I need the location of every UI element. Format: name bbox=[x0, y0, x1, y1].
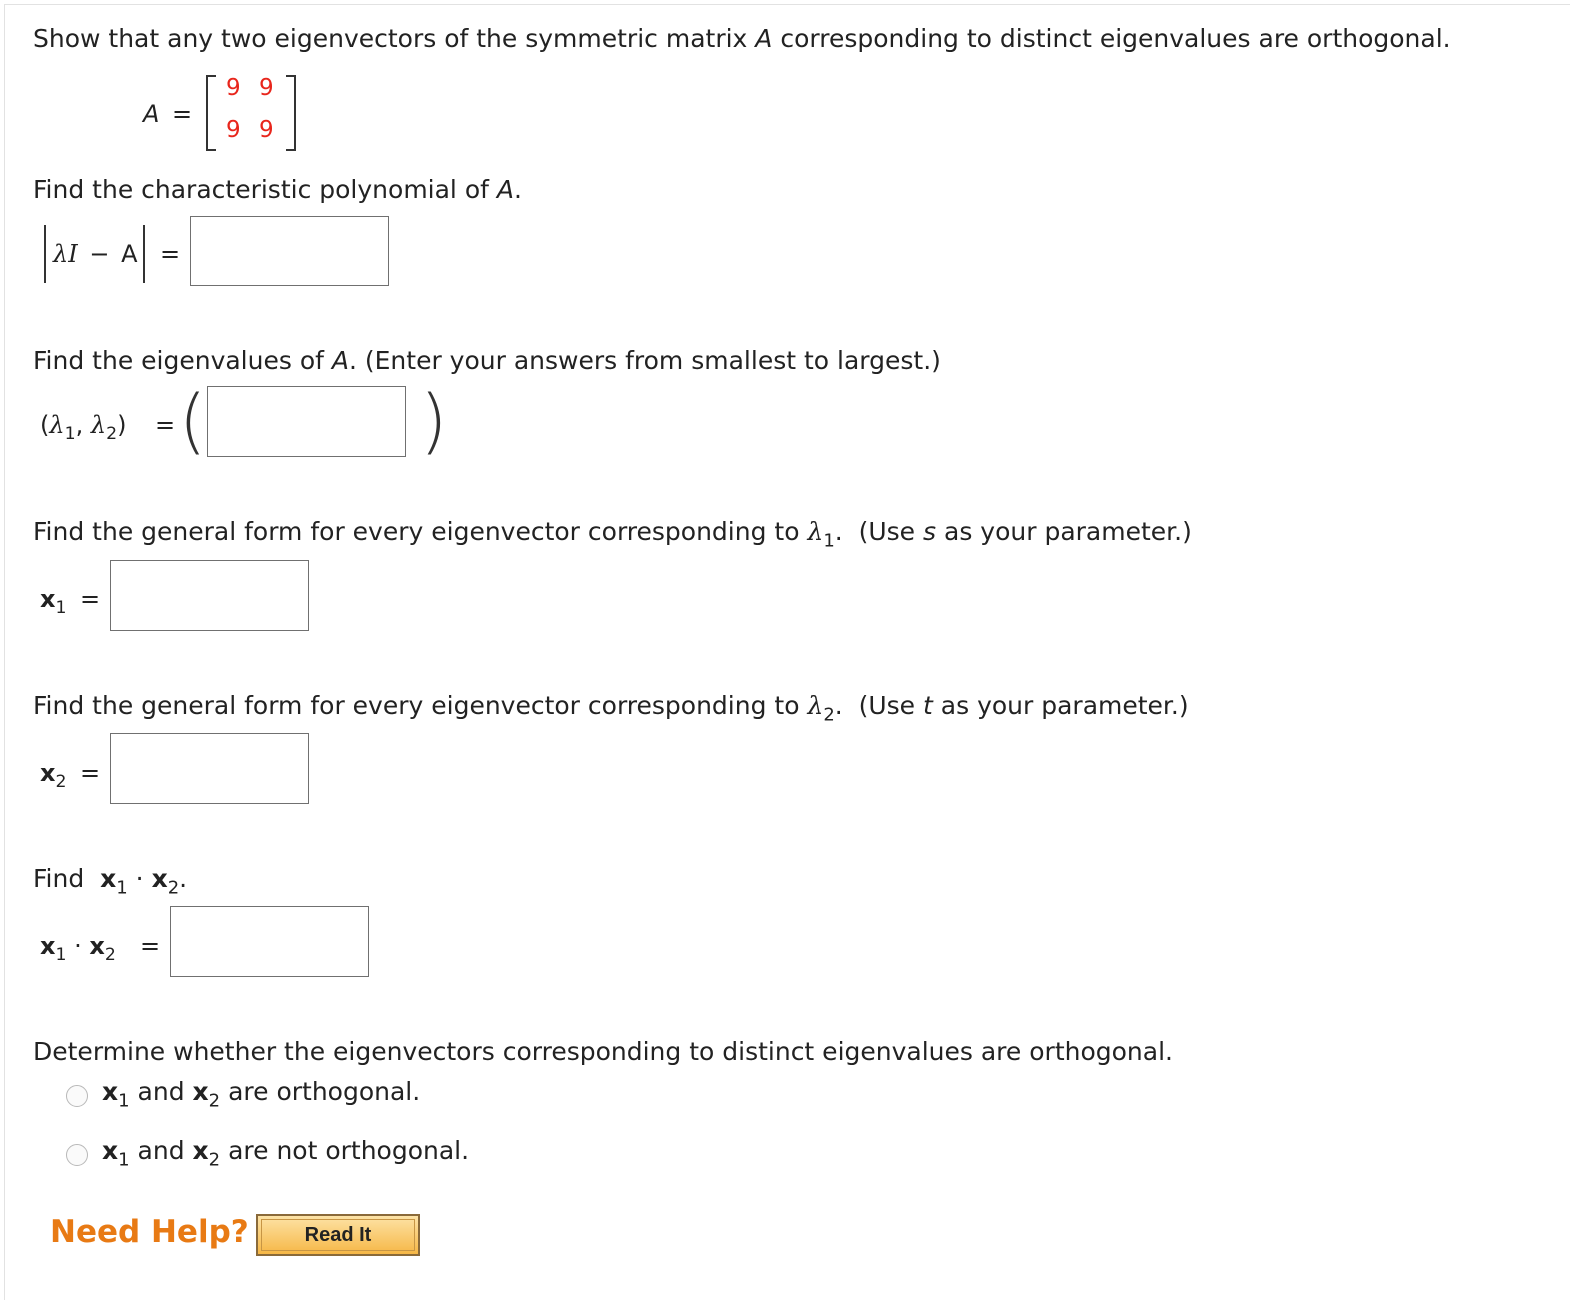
q1-lhs-identity: I bbox=[68, 240, 78, 268]
q2-paren-open: ( bbox=[179, 380, 207, 462]
q1-lhs bbox=[53, 240, 138, 268]
q5-lhs-x2: x bbox=[89, 932, 105, 960]
q5-lhs bbox=[40, 932, 116, 966]
eigenvector-2-input[interactable] bbox=[110, 733, 309, 804]
q2-text: Find the eigenvalues of bbox=[33, 346, 332, 375]
matrix-cell: 9 bbox=[226, 117, 241, 143]
q1-equals: = bbox=[160, 240, 181, 268]
need-help-label: Need Help? bbox=[50, 1214, 249, 1250]
q2-lhs-open: ( bbox=[40, 411, 50, 439]
opt1-sub-2: 2 bbox=[208, 1090, 221, 1112]
q3-prompt bbox=[33, 517, 1192, 552]
q5-sub-2: 2 bbox=[167, 877, 180, 899]
q4-text-2: . (Use bbox=[834, 691, 924, 720]
q5-lhs-x1: x bbox=[40, 932, 56, 960]
q5-x2: x bbox=[151, 864, 168, 893]
q3-text-2: . (Use bbox=[834, 517, 924, 546]
q2-text-2: . (Enter your answers from smallest to largest.) bbox=[348, 346, 941, 375]
matrix-left-bracket bbox=[206, 75, 216, 151]
q4-text: Find the general form for every eigenvector corresponding to bbox=[33, 691, 808, 720]
q6-prompt: Determine whether the eigenvectors corresponding to distinct eigenvalues are orthogonal. bbox=[33, 1037, 1173, 1066]
q2-sub-1: 1 bbox=[64, 424, 76, 445]
q1-prompt bbox=[33, 175, 522, 204]
q5-x1: x bbox=[100, 864, 117, 893]
q3-lambda: λ bbox=[807, 517, 824, 546]
q2-lhs-close: ) bbox=[117, 411, 127, 439]
q5-prompt bbox=[33, 864, 188, 899]
q2-lambda-1: λ bbox=[49, 411, 65, 439]
radio-orthogonal[interactable] bbox=[66, 1085, 88, 1107]
q3-equals: = bbox=[80, 585, 101, 613]
intro-var-a: A bbox=[755, 24, 773, 53]
opt1-x2: x bbox=[192, 1077, 209, 1106]
q3-lhs bbox=[40, 585, 67, 619]
q3-lhs-x: x bbox=[40, 585, 56, 613]
option-not-orthogonal-label[interactable] bbox=[102, 1136, 470, 1171]
det-bar-right bbox=[143, 225, 145, 283]
q4-lambda: λ bbox=[807, 691, 824, 720]
opt1-rest: are orthogonal. bbox=[220, 1077, 421, 1106]
eigenvector-1-input[interactable] bbox=[110, 560, 309, 631]
matrix-cell: 9 bbox=[259, 117, 274, 143]
q4-param: t bbox=[923, 691, 933, 720]
q3-text: Find the general form for every eigenvector corresponding to bbox=[33, 517, 808, 546]
matrix-cell: 9 bbox=[259, 75, 274, 101]
q3-text-3: as your parameter.) bbox=[936, 517, 1192, 546]
radio-not-orthogonal[interactable] bbox=[66, 1144, 88, 1166]
q5-equals: = bbox=[140, 932, 161, 960]
q4-lhs-x: x bbox=[40, 759, 56, 787]
eigenvalues-input[interactable] bbox=[207, 386, 406, 457]
matrix-label: A bbox=[143, 100, 160, 128]
q2-var: A bbox=[331, 346, 349, 375]
q1-lhs-minus: − bbox=[89, 240, 110, 268]
opt1-sub-1: 1 bbox=[118, 1090, 130, 1112]
read-it-button[interactable]: Read It bbox=[256, 1214, 420, 1256]
opt1-and: and bbox=[129, 1077, 193, 1106]
q2-sub-2: 2 bbox=[106, 424, 118, 445]
matrix-right-bracket bbox=[286, 75, 296, 151]
q3-param: s bbox=[923, 517, 937, 546]
q5-dot: · bbox=[127, 864, 152, 893]
q2-paren-close: ) bbox=[420, 380, 448, 462]
q1-end: . bbox=[513, 175, 522, 204]
dot-product-input[interactable] bbox=[170, 906, 369, 977]
q2-equals: = bbox=[155, 411, 176, 439]
q5-text: Find bbox=[33, 864, 93, 893]
q3-sub: 1 bbox=[823, 530, 835, 552]
question-intro bbox=[33, 24, 1451, 53]
matrix-cell: 9 bbox=[226, 75, 241, 101]
matrix-equals: = bbox=[172, 100, 193, 128]
opt2-sub-1: 1 bbox=[118, 1149, 130, 1171]
opt2-and: and bbox=[129, 1136, 193, 1165]
q5-end: . bbox=[179, 864, 188, 893]
q4-lhs-sub: 2 bbox=[55, 772, 67, 793]
opt2-x2: x bbox=[192, 1136, 209, 1165]
q2-comma: , bbox=[75, 411, 84, 439]
opt2-sub-2: 2 bbox=[208, 1149, 221, 1171]
opt2-x1: x bbox=[102, 1136, 119, 1165]
q1-text: Find the characteristic polynomial of bbox=[33, 175, 497, 204]
q1-lhs-a: A bbox=[121, 240, 138, 268]
q5-lhs-dot: · bbox=[66, 932, 90, 960]
option-orthogonal-label[interactable] bbox=[102, 1077, 421, 1112]
q4-text-3: as your parameter.) bbox=[932, 691, 1189, 720]
q5-lhs-sub-2: 2 bbox=[104, 945, 116, 966]
q4-prompt bbox=[33, 691, 1189, 726]
q2-prompt bbox=[33, 346, 941, 375]
intro-text-1: Show that any two eigenvectors of the symmetric matrix bbox=[33, 24, 756, 53]
det-bar-left bbox=[44, 225, 46, 283]
characteristic-polynomial-input[interactable] bbox=[190, 216, 389, 286]
opt1-x1: x bbox=[102, 1077, 119, 1106]
q4-lhs bbox=[40, 759, 67, 793]
q2-lhs bbox=[40, 411, 127, 445]
q1-lhs-lambda: λ bbox=[53, 240, 69, 268]
q5-lhs-sub-1: 1 bbox=[55, 945, 67, 966]
q5-sub-1: 1 bbox=[116, 877, 128, 899]
q3-lhs-sub: 1 bbox=[55, 598, 67, 619]
q1-var: A bbox=[496, 175, 514, 204]
intro-text-2: corresponding to distinct eigenvalues are orthogonal. bbox=[772, 24, 1451, 53]
opt2-rest: are not orthogonal. bbox=[220, 1136, 470, 1165]
q2-lambda-2: λ bbox=[90, 411, 107, 439]
q4-sub: 2 bbox=[823, 704, 835, 726]
q4-equals: = bbox=[80, 759, 101, 787]
